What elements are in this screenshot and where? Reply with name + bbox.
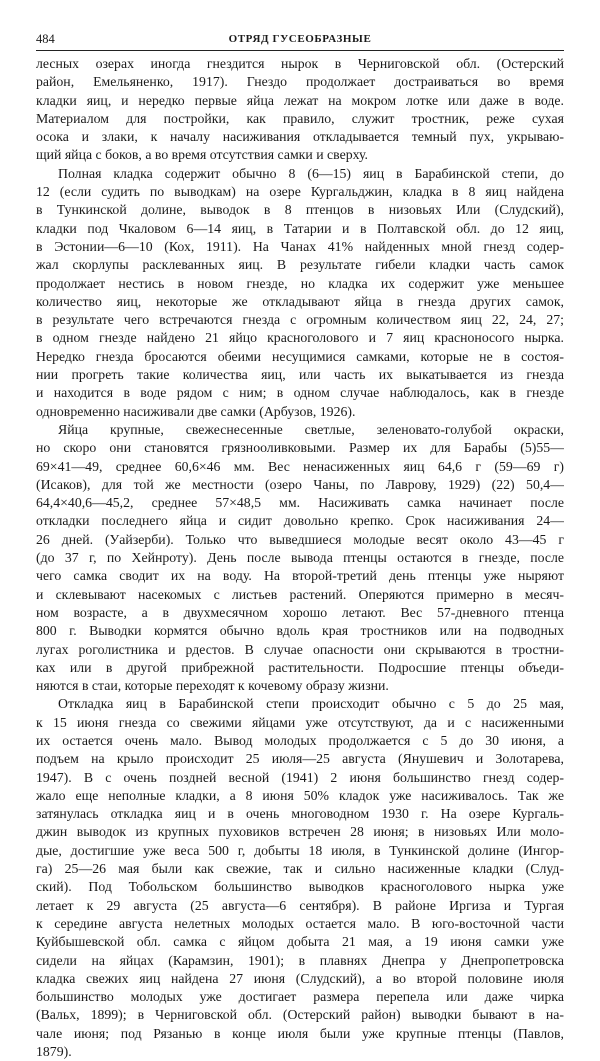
text-line: Нередко гнезда бросаются обеими несущимися самками, которые не в состоя-	[36, 348, 564, 364]
text-line: (Вальх, 1899); в Черниговской обл. (Остерский район) выводки бывают в на-	[36, 1007, 564, 1023]
text-line: кладки под Чкаловом 6—14 яиц, в Татарии и в Полтавской обл. до 12 яиц,	[36, 220, 564, 236]
text-line: затянулась откладка яиц и в очень многоводном 1930 г. На озере Кургаль-	[36, 806, 564, 822]
text-line: в Тункинской долине, выводок в 8 птенцов в низовьях Или (Слудский),	[36, 202, 564, 218]
text-line: к 15 июня гнезда со свежими яйцами уже отсутствуют, да и с насиженными	[36, 714, 564, 730]
text-line: Полная кладка содержит обычно 8 (6—15) яиц в Барабинской степи, до	[58, 165, 564, 181]
text-line: (Исаков), для той же местности (озеро Чаны, по Лаврову, 1929) (22) 50,4—	[36, 476, 564, 492]
text-line: количество яиц, некоторые же откладывают яйца в гнезда других самок,	[36, 293, 564, 309]
running-header	[36, 30, 564, 51]
text-line: в Эстонии—6—10 (Кох, 1911). На Чанах 41% найденных мной гнезд содер-	[36, 238, 564, 254]
text-line: 64,4×40,6—45,2, среднее 57×48,5 мм. Насиживать самка начинает после	[36, 495, 564, 511]
text-line: в одном гнезде найдено 21 яйцо красноголового и 7 яиц красноносого нырка.	[36, 330, 564, 346]
text-line: Куйбышевской обл. самка с яйцом добыта 21 мая, а 19 июня самки уже	[36, 934, 564, 950]
text-line: дые, достигшие уже веса 500 г, добыты 18 июля, в Тункинской долине (Ингор-	[36, 842, 564, 858]
page-number: 484	[36, 32, 55, 46]
paragraph	[36, 55, 564, 165]
text-line: 800 г. Выводки кормятся обычно вдоль края тростников или на подводных	[36, 623, 564, 639]
text-line: Материалом для постройки, как правило, служит тростник, реже сухая	[36, 110, 564, 126]
text-line: большинство молодых уже достигает размера перепела или даже чирка	[36, 989, 564, 1005]
text-line: ский). Под Тобольском большинство выводков красноголового нырка уже	[36, 879, 564, 895]
text-line: подъем на крыло происходит 25 июля—25 августа (Янушевич и Золотарева,	[36, 751, 564, 767]
text-line: сидели на яйцах (Карамзин, 1901); в плавнях Днепра у Днепропетровска	[36, 952, 564, 968]
text-line: в результате чего встречаются гнезда с огромным количеством яиц 22, 24, 27;	[36, 312, 564, 328]
text-line: жал скорлупы расклеванных яиц. В результате гибели кладки часть самок	[36, 257, 564, 273]
text-line: 1947). В с очень поздней весной (1941) 2 июня большинство гнезд содер-	[36, 769, 564, 785]
text-line: Яйца крупные, свежеснесенные светлые, зеленовато-голубой окраски,	[58, 421, 564, 437]
text-line: жало еще неполные кладки, а 8 июня 50% кладок уже насиживалось. Так же	[36, 787, 564, 803]
text-line: (до 37 г, по Хейнроту). День после вывода птенцы остаются в гнезде, после	[36, 550, 564, 566]
text-line: чале июня; под Рязанью в конце июля были уже крупные птенцы (Павлов,	[36, 1025, 564, 1041]
text-line: кладки яиц, и нередко первые яйца лежат на мокром лотке или даже в воде.	[36, 92, 564, 108]
text-line: осока и злаки, к началу насиживания откладывается темный пух, укрываю-	[36, 129, 564, 145]
text-line: одновременно насиживали две самки (Арбузов, 1926).	[36, 403, 356, 419]
paragraph	[36, 165, 564, 421]
text-line: 26 дней. (Уайзерби). Только что выведшиеся молодые весят около 43—45 г	[36, 531, 564, 547]
text-line: ках или в другой прибрежной растительности. Подросшие птенцы объеди-	[36, 659, 564, 675]
text-line: 12 (если судить по выводкам) на озере Кургальджин, кладка в 8 яиц найдена	[36, 184, 564, 200]
text-line: но скоро они становятся грязнооливковыми. Размер их для Барабы (5)55—	[36, 440, 564, 456]
text-line: га) 25—26 мая были как свежие, так и сильно насиженные кладки (Слуд-	[36, 861, 564, 877]
text-line: ном возрасте, а в двухмесячном хорошо летают. Вес 57-дневного птенца	[36, 604, 564, 620]
text-line: 69×41—49, среднее 60,6×46 мм. Вес ненасиженных яиц 64,6 г (59—69 г)	[36, 458, 564, 474]
text-line: джин выводок из крупных пуховиков встречен 28 июня; в низовьях Или моло-	[36, 824, 564, 840]
body-text	[36, 55, 564, 1061]
book-page	[36, 30, 564, 1061]
text-line: летает к 29 августа (25 августа—6 сентября). В районе Иргиза и Тургая	[36, 897, 564, 913]
text-line: щий яйца с боков, а во время отсутствия самки и сверху.	[36, 147, 368, 163]
text-line: их остается очень мало. Вывод молодых продолжается с 5 до 30 июня, а	[36, 732, 564, 748]
text-line: нии прогреть такие количества яиц, или часть их выкатывается из гнезда	[36, 367, 564, 383]
text-line: и склевывают насекомых с листьев растений. Оперяются примерно в месяч-	[36, 586, 564, 602]
text-line: к середине августа нелетных молодых остается мало. В юго-восточной части	[36, 915, 564, 931]
text-line: лугах роголистника и рдестов. В случае опасности они скрываются в тростни-	[36, 641, 564, 657]
text-line: Откладка яиц в Барабинской степи происходит обычно с 5 до 25 мая,	[58, 696, 564, 712]
text-line: лесных озерах иногда гнездится нырок в Черниговской обл. (Остерский	[36, 56, 564, 71]
paragraph	[36, 695, 564, 1061]
text-line: откладки последнего яйца и сидит довольно крепко. Срок насиживания 24—	[36, 513, 564, 529]
text-line: 1879).	[36, 1044, 72, 1060]
text-line: и находится в воде рядом с ним; в одном случае наблюдалось, как в гнезде	[36, 385, 564, 401]
text-line: кладка свежих яиц найдена 27 июня (Слудский), а во второй половине июля	[36, 970, 564, 986]
text-line: район, Емельяненко, 1917). Гнездо продолжает достраиваться во время	[36, 74, 564, 90]
text-line: чего самка сводит их на воду. На второй-третий день птенцы уже ныряют	[36, 568, 564, 584]
text-line: няются в стаи, которые переходят к кочевому образу жизни.	[36, 678, 389, 694]
text-line: продолжает нестись в новом гнезде, но кладка их содержит уже меньшее	[36, 275, 564, 291]
running-title: ОТРЯД ГУСЕОБРАЗНЫЕ	[228, 33, 372, 45]
paragraph	[36, 421, 564, 695]
